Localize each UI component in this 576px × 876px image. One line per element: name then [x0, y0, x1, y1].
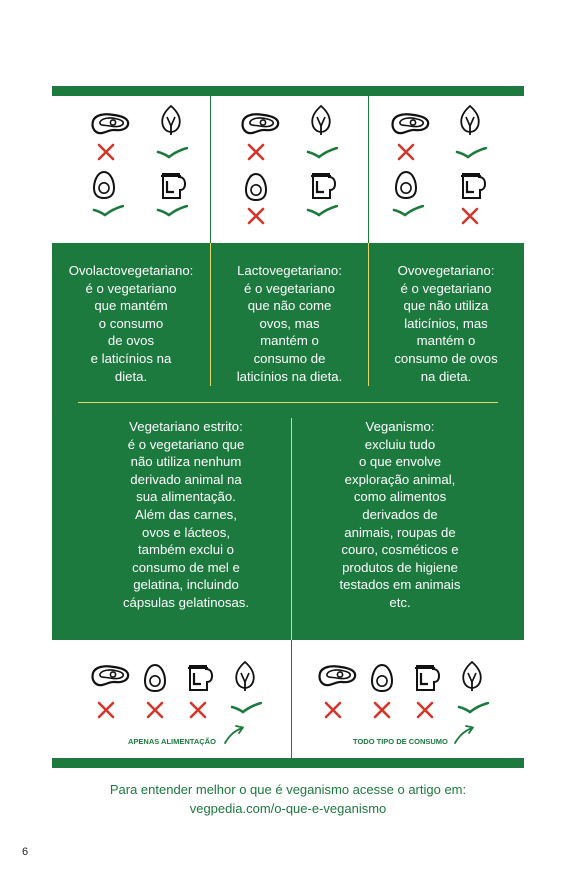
check-icon [230, 702, 262, 714]
page-number: 6 [22, 846, 29, 858]
egg-icon [92, 170, 116, 200]
label-todo-tipo-de-consumo: TODO TIPO DE CONSUMO [353, 737, 448, 746]
meat-icon [90, 112, 130, 136]
egg-icon [143, 663, 167, 693]
text-line: também exclui o [137, 542, 234, 558]
text-line: Vegetariano estrito: [129, 419, 243, 434]
top-green-bar [52, 86, 524, 96]
text-line: e laticínios na [90, 350, 172, 366]
text-line: na dieta. [420, 368, 472, 384]
text-line: consumo de mel e [132, 559, 240, 575]
text-line: é o vegetariano [400, 280, 492, 296]
footer-link[interactable]: vegpedia.com/o-que-e-veganismo [189, 801, 387, 816]
text-line: dieta. [114, 368, 148, 384]
check-icon [306, 205, 338, 217]
text-line: etc. [389, 594, 411, 610]
leaf-icon [233, 660, 257, 692]
text-line: animais, roupas de [344, 524, 456, 540]
leaf-icon [460, 660, 484, 692]
cross-icon [96, 142, 116, 162]
text-line: mantém o [416, 333, 476, 349]
egg-icon [394, 170, 418, 200]
text-line: Lactovegetariano: [237, 263, 342, 278]
text-line: de ovos [107, 333, 155, 349]
text-line: excluiu tudo [364, 436, 436, 452]
leaf-icon [309, 104, 333, 136]
text-line: o consumo [98, 315, 164, 331]
meat-icon [317, 664, 357, 688]
text-line: cápsulas gelatinosas. [122, 594, 250, 610]
text-line: não utiliza nenhum [130, 454, 242, 470]
cross-icon [460, 206, 480, 226]
milk-jug-icon [456, 171, 488, 201]
ovo-definition [371, 262, 521, 385]
text-line: couro, cosméticos e [341, 542, 459, 558]
text-line: que mantém [94, 298, 168, 314]
text-line: mantém o [260, 333, 319, 349]
text-line: consumo de ovos [394, 350, 498, 366]
meat-icon [390, 112, 430, 136]
text-line: ovos, mas [259, 315, 320, 331]
text-line: Ovolactovegetariano: [68, 263, 194, 278]
cross-icon [246, 142, 266, 162]
text-line: laticínios na dieta. [236, 368, 343, 384]
cross-icon [188, 700, 208, 720]
text-line: que não come [247, 298, 332, 314]
check-icon [392, 205, 424, 217]
meat-icon [90, 664, 130, 688]
text-line: gelatina, incluindo [133, 577, 239, 593]
egg-icon [370, 663, 394, 693]
check-icon [457, 702, 489, 714]
milk-jug-icon [410, 663, 442, 693]
veganismo-definition [300, 418, 500, 612]
text-line: Veganismo: [365, 419, 435, 434]
text-line: derivado animal na [130, 471, 242, 487]
text-line: é o vegetariano [85, 280, 177, 296]
text-line: Ovovegetariano: [397, 263, 495, 278]
check-icon [156, 205, 188, 217]
text-line: como alimentos [353, 489, 447, 505]
text-line: Além das carnes, [135, 506, 237, 522]
milk-jug-icon [156, 171, 188, 201]
text-line: ovos e lácteos, [142, 524, 230, 540]
cross-icon [246, 206, 266, 226]
divider-yellow-horizontal [78, 402, 498, 403]
ovolacto-definition [56, 262, 206, 385]
cross-icon [145, 700, 165, 720]
curved-arrow-icon [452, 722, 476, 746]
curved-arrow-icon [222, 722, 246, 746]
footer-text: Para entender melhor o que é veganismo acesse o artigo em: [109, 782, 467, 797]
check-icon [306, 147, 338, 159]
text-line: é o vegetariano que [127, 436, 245, 452]
lacto-definition [213, 262, 366, 385]
leaf-icon [159, 104, 183, 136]
leaf-icon [458, 104, 482, 136]
milk-jug-icon [183, 663, 215, 693]
label-apenas-alimentacao: APENAS ALIMENTAÇÃO [128, 737, 216, 746]
text-line: sua alimentação. [136, 489, 236, 505]
cross-icon [323, 700, 343, 720]
check-icon [455, 147, 487, 159]
text-line: exploração animal, [344, 471, 456, 487]
bottom-green-bar [52, 758, 524, 768]
text-line: consumo de [253, 350, 326, 366]
text-line: laticínios, mas [404, 315, 488, 331]
text-line: testados em animais [339, 577, 461, 593]
cross-icon [415, 700, 435, 720]
text-line: produtos de higiene [342, 559, 458, 575]
cross-icon [372, 700, 392, 720]
egg-icon [244, 172, 268, 202]
divider-bottom [291, 640, 292, 758]
cross-icon [396, 142, 416, 162]
cross-icon [96, 700, 116, 720]
estrito-definition [96, 418, 276, 612]
divider-yellow-bottom [291, 418, 292, 640]
text-line: é o vegetariano [244, 280, 335, 296]
divider-yellow-top-1 [210, 243, 211, 386]
meat-icon [240, 112, 280, 136]
divider-yellow-top-2 [368, 243, 369, 386]
check-icon [92, 205, 124, 217]
milk-jug-icon [306, 171, 338, 201]
text-line: derivados de [362, 506, 438, 522]
check-icon [156, 147, 188, 159]
text-line: que não utiliza [403, 298, 489, 314]
text-line: o que envolve [358, 454, 442, 470]
